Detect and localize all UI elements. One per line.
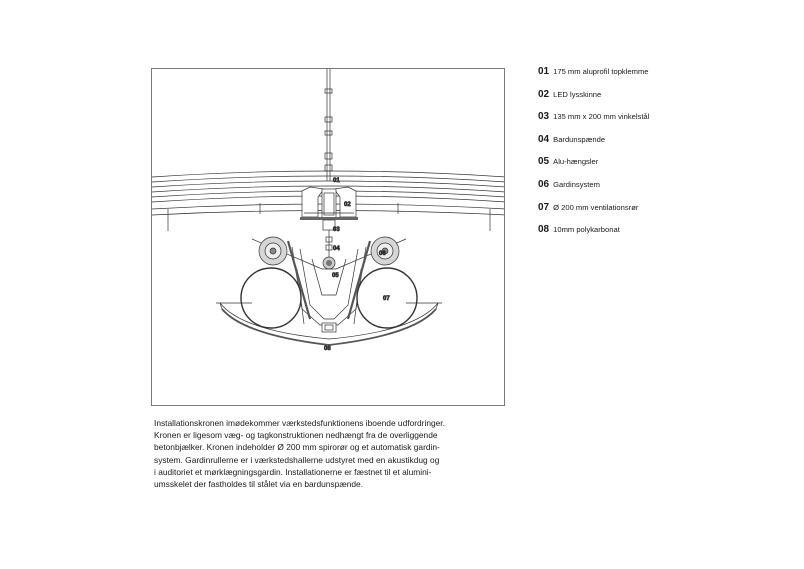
legend-number: 05 bbox=[538, 156, 550, 168]
callout-06: 06 bbox=[379, 251, 386, 257]
legend-item bbox=[538, 179, 778, 202]
legend-item bbox=[538, 89, 778, 112]
legend-text: LED lysskinne bbox=[553, 89, 602, 99]
legend-text: 10mm polykarbonat bbox=[553, 225, 620, 235]
legend-list bbox=[538, 66, 778, 247]
section-drawing bbox=[151, 68, 505, 406]
callout-01: 01 bbox=[333, 178, 340, 184]
legend-item bbox=[538, 111, 778, 134]
legend-text: 135 mm x 200 mm vinkelstål bbox=[553, 112, 650, 122]
callout-02: 02 bbox=[344, 202, 351, 208]
legend-text: Gardinsystem bbox=[553, 179, 600, 189]
legend-text: 175 mm aluprofil topklemme bbox=[553, 67, 649, 76]
callout-03: 03 bbox=[333, 227, 340, 233]
alu-hinge bbox=[323, 257, 335, 269]
callout-05: 05 bbox=[332, 273, 339, 279]
legend-number: 07 bbox=[538, 201, 550, 213]
legend-text: Ø 200 mm ventilationsrør bbox=[553, 202, 639, 212]
callout-07: 07 bbox=[383, 296, 390, 302]
installation-crown-section bbox=[152, 69, 505, 406]
legend-text: Alu-hængsler bbox=[553, 157, 599, 167]
legend-item bbox=[538, 202, 778, 225]
legend-number: 08 bbox=[538, 224, 550, 236]
legend-number: 06 bbox=[538, 178, 550, 190]
legend-item bbox=[538, 66, 778, 89]
legend-text: Bardunspænde bbox=[553, 134, 606, 144]
callout-08: 08 bbox=[324, 346, 331, 352]
legend-item bbox=[538, 134, 778, 157]
hanging-rod bbox=[325, 69, 332, 181]
legend-number: 04 bbox=[538, 133, 550, 145]
legend-number: 02 bbox=[538, 88, 550, 100]
description-caption: Installationskronen imødekommer værkstedsfunktionens iboende udfordringer. Kronen er ligesom væg- og tagkonstruktionen nedhængt fra de overliggende betonbjælker. Kronen indeholder Ø 200 mm spirorør og et automatisk gardin- system. Gardinrullerne er i værkstedshallerne udstyret med en akustikdug og i auditoriet et mørklægningsgardin. Installationerne er fæstnet til et alumini- umsskelet der fastholdes til stålet via en bardunspænde. bbox=[154, 418, 445, 490]
callout-04: 04 bbox=[333, 246, 340, 252]
legend-item bbox=[538, 224, 778, 247]
legend-item bbox=[538, 156, 778, 179]
legend-number: 03 bbox=[538, 111, 550, 123]
legend-number: 01 bbox=[538, 66, 550, 77]
